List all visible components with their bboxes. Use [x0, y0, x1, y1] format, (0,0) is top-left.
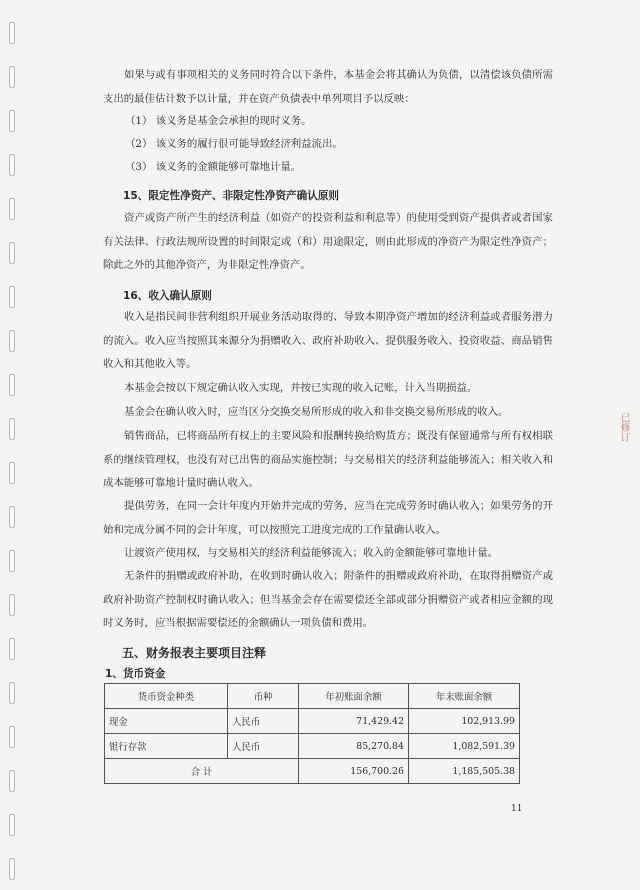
intro-item-2: （2） 该义务的履行很可能导致经济利益流出。 [125, 138, 343, 150]
table-total-row [105, 759, 520, 784]
section-16-paragraph-7: 无条件的捐赠或政府补助，在收到时确认收入；附条件的捐赠或政府补助，在取得捐赠资产或政府补助资产控制权时确认收入；但当基金会存在需要偿还全部或部分捐赠资产或者相应金额的现时义务时，应当根据需要偿还的金额确认一项负债和费用。 [103, 570, 553, 629]
cell-type: 银行存款 [105, 734, 228, 759]
cell-end: 102,913.99 [408, 709, 519, 734]
section-16-paragraph-4: 销售商品，已将商品所有权上的主要风险和报酬转换给购货方；既没有保留通常与所有权相联系的继续管理权，也没有对已出售的商品实施控制；与交易相关的经济利益能够流入；相关收入和成本能够可靠地计量时确认收入。 [103, 430, 553, 489]
section-16-paragraph-3: 基金会在确认收入时，应当区分交换交易所形成的收入和非交换交易所形成的收入。 [124, 406, 509, 418]
cell-begin: 71,429.42 [299, 709, 409, 734]
col-header-currency: 币种 [228, 684, 299, 709]
cell-currency: 人民币 [228, 709, 299, 734]
section-16-heading: 16、收入确认原则 [123, 290, 212, 302]
section-15-paragraph: 资产或资产所产生的经济利益（如资产的投资利益和利息等）的使用受到资产提供者或者国家有关法律、行政法规所设置的时间限定或（和）用途限定，则由此形成的净资产为限定性净资产；除此之外的其他净资产，为非限定性净资产。 [103, 212, 553, 271]
cell-type: 现金 [105, 709, 228, 734]
section-5-heading: 五、财务报表主要项目注释 [122, 646, 267, 660]
col-header-type: 货币资金种类 [105, 684, 228, 709]
cell-begin: 85,270.84 [299, 734, 409, 759]
table-row [105, 734, 520, 759]
cash-table-header [105, 684, 520, 709]
section-16-paragraph-2: 本基金会按以下规定确认收入实现，并按已实现的收入记账，计入当期损益。 [124, 382, 478, 394]
intro-paragraph: 如果与或有事项相关的义务同时符合以下条件，本基金会将其确认为负债，以清偿该负债所需支出的最佳估计数予以计量，并在资产负债表中单列项目予以反映： [103, 69, 553, 105]
margin-stamp: 已修订 [618, 412, 629, 442]
cash-table [104, 683, 520, 784]
col-header-begin: 年初账面余额 [299, 684, 409, 709]
col-header-end: 年末账面余额 [408, 684, 519, 709]
total-label: 合 计 [105, 759, 299, 784]
section-16-paragraph-5: 提供劳务，在同一会计年度内开始并完成的劳务，应当在完成劳务时确认收入；如果劳务的开始和完成分属不同的会计年度，可以按照完工进度完成的工作量确认收入。 [103, 500, 553, 536]
total-begin: 156,700.26 [299, 759, 409, 784]
table-row [105, 709, 520, 734]
cell-currency: 人民币 [228, 734, 299, 759]
cash-subheading: 1、货币资金 [105, 668, 166, 680]
binding-holes [0, 0, 26, 890]
intro-item-3: （3） 该义务的金额能够可靠地计量。 [125, 161, 302, 173]
section-16-paragraph-1: 收入是指民间非营利组织开展业务活动取得的、导致本期净资产增加的经济利益或者服务潜力的流入。收入应当按照其来源分为捐赠收入、政府补助收入、提供服务收入、投资收益、商品销售收入和其他收入等。 [103, 311, 553, 370]
cell-end: 1,082,591.39 [408, 734, 519, 759]
section-15-heading: 15、限定性净资产、非限定性净资产确认原则 [123, 190, 340, 202]
section-16-paragraph-6: 让渡资产使用权，与交易相关的经济利益能够流入；收入的金额能够可靠地计量。 [124, 547, 499, 559]
total-end: 1,185,505.38 [408, 759, 519, 784]
page-number: 11 [511, 804, 523, 814]
intro-item-1: （1） 该义务是基金会承担的现时义务。 [125, 115, 312, 127]
